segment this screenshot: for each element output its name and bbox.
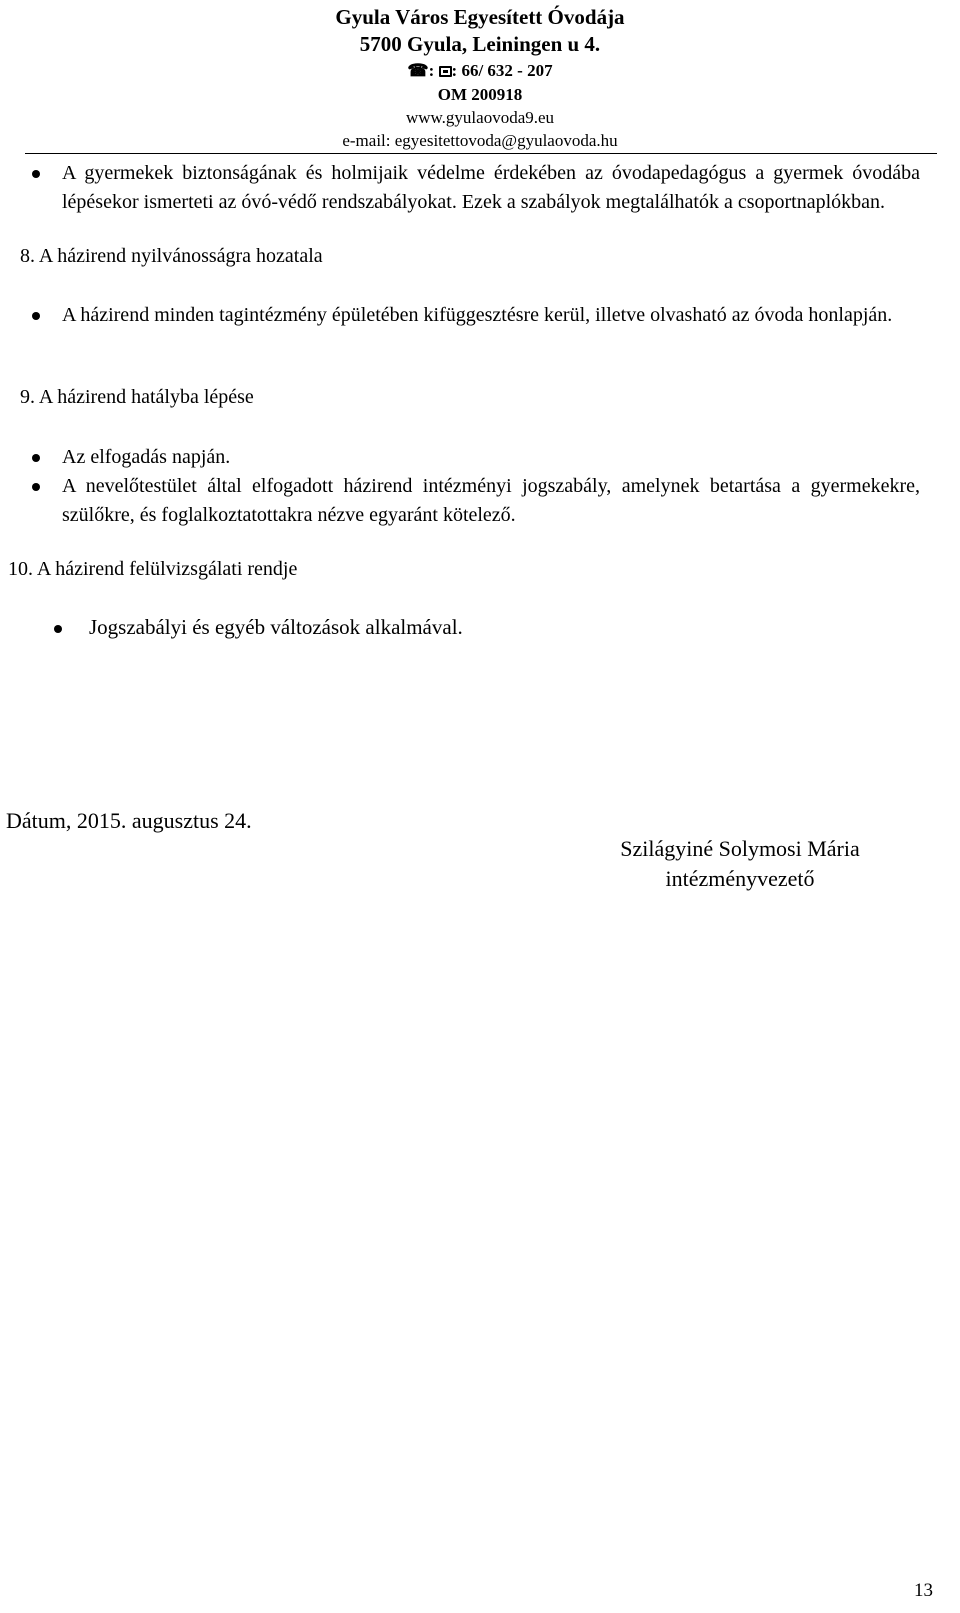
om-identifier: OM 200918 — [437, 85, 523, 104]
document-date: Dátum, 2015. augusztus 24. — [6, 808, 252, 833]
list-item-publication: A házirend minden tagintézmény épületében kifüggesztésre kerül, illetve olvasható az óvoda honlapján. — [62, 304, 893, 326]
institution-address: 5700 Gyula, Leiningen u 4. — [359, 32, 601, 56]
list-bullet — [32, 170, 40, 178]
signatory-title: intézményvezető — [665, 866, 815, 891]
fax-icon — [439, 66, 452, 77]
header-divider — [25, 153, 937, 154]
section-heading-9: 9. A házirend hatályba lépése — [20, 386, 254, 408]
telephone-icon: ☎ — [407, 61, 429, 80]
list-bullet — [32, 312, 40, 320]
letterhead — [240, 4, 720, 152]
page-number: 13 — [914, 1580, 933, 1601]
list-item-binding-rule: A nevelőtestület által elfogadott házirend intézményi jogszabály, amelynek betartása a gyermekekre, szülőkre, és foglalkoztatottakra nézve egyaránt kötelező. — [62, 475, 920, 526]
institution-name: Gyula Város Egyesített Óvodája — [335, 5, 625, 29]
list-item-safety: A gyermekek biztonságának és holmijaik védelme érdekében az óvodapedagógus a gyermek óvodába lépésekor ismerteti az óvó-védő rendszabályokat. Ezek a szabályok megtalálhatók a csoportnaplókban. — [62, 162, 920, 213]
email-link[interactable]: e-mail: egyesitettovoda@gyulaovoda.hu — [342, 131, 618, 150]
contact-phone-line — [240, 58, 720, 83]
section-heading-8: 8. A házirend nyilvánosságra hozatala — [20, 245, 323, 267]
list-item-review: Jogszabályi és egyéb változások alkalmával. — [89, 615, 463, 639]
signatory-name: Szilágyiné Solymosi Mária — [620, 836, 860, 861]
section-heading-10: 10. A házirend felülvizsgálati rendje — [8, 558, 298, 580]
phone-number: : 66/ 632 - 207 — [451, 61, 553, 80]
website-link[interactable]: www.gyulaovoda9.eu — [405, 108, 555, 127]
phone-separator: : — [428, 61, 435, 80]
list-bullet — [32, 454, 40, 462]
list-item-adoption-day: Az elfogadás napján. — [62, 446, 231, 468]
list-bullet — [54, 625, 62, 633]
list-bullet — [32, 483, 40, 491]
